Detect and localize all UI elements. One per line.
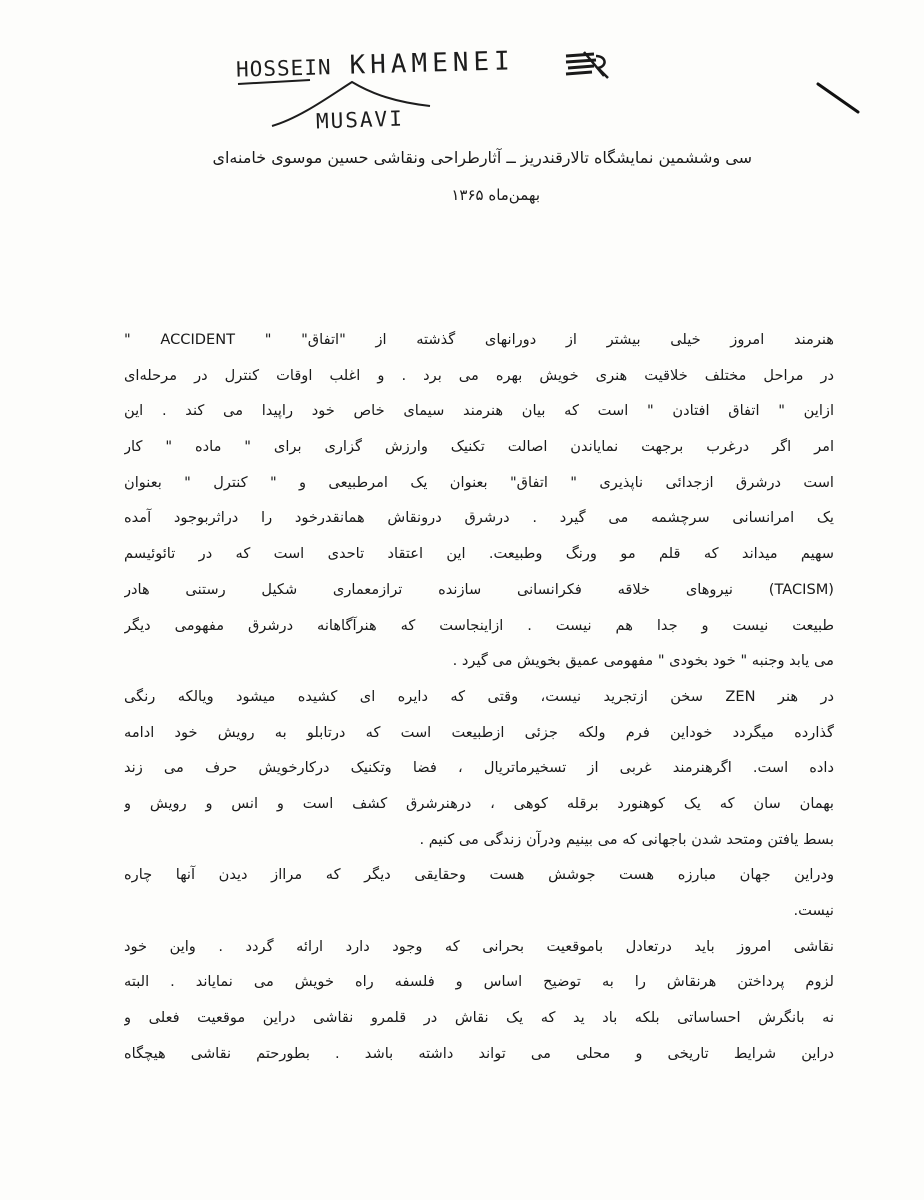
body-line: امر اگر درغرب برجهت نمایاندن اصالت تکنیک وارزش گزاری برای " ماده " کار (124, 438, 834, 456)
body-line: لزوم پرداختن هرنقاش را به توضیح اساس و فلسفه راه خویش می نمایاند . البته (124, 973, 834, 991)
handwritten-last-name: KHAMENEI (349, 46, 516, 81)
body-line: ازاین " اتفاق افتادن " است که بیان هنرمند سیمای خاص خود راپیدا می کند . این (124, 402, 834, 420)
body-line: نه بانگرش احساساتی بلکه باد ید که یک نقاش در قلمرو نقاشی دراین موقعیت فعلی و (124, 1009, 834, 1027)
stray-pen-stroke (818, 84, 858, 112)
body-line: طبیعت نیست و جدا هم نیست . ازاینجاست که هنرآگاهانه درشرق مفهومی دیگر (124, 616, 834, 634)
handwritten-first-name: HOSSEIN (235, 55, 332, 82)
body-line: (TACISM) نیروهای خلاقه فکرانسانی سازنده ترازمعماری شکیل رستنی هادر (124, 580, 834, 598)
exhibition-date: بهمن‌ماه ۱۳۶۵ (451, 186, 540, 204)
exhibition-title: سی وششمین نمایشگاه تالارقندریز ــ آثارطراحی ونقاشی حسین موسوی خامنه‌ای (212, 148, 752, 167)
statement-body (124, 322, 834, 1071)
body-line: نیست. (793, 902, 834, 919)
handwritten-name (236, 46, 515, 83)
body-line: در مراحل مختلف خلاقیت هنری خویش بهره می برد . و اغلب اوقات کنترل در مرحله‌ای (124, 366, 834, 384)
body-line: ودراین جهان مبارزه هست جوشش هست وحقایقی دیگر که مرااز دیدن آنها چاره (124, 866, 834, 884)
body-line: می یابد وجنبه " خود بخودی " مفهومی عمیق بخویش می گیرد . (452, 652, 834, 670)
body-line: دراین شرایط تاریخی و محلی می تواند داشته باشد . بطورحتم نقاشی هیچگاه (124, 1044, 834, 1062)
crossed-out-text (566, 52, 608, 78)
body-line: بسط یافتن ومتحد شدن باجهانی که می بینیم ودرآن زندگی می کنیم . (419, 830, 834, 848)
body-line: نقاشی امروز باید درتعادل باموقعیت بحرانی که وجود دارد ارائه گردد . واین خود (124, 937, 834, 955)
body-line: بهمان سان که یک کوهنورد برقله کوهی ، درهنرشرق کشف است و انس و رویش و (124, 794, 834, 812)
body-line: هنرمند امروز خیلی بیشتر از دورانهای گذشته از "اتفاق" " ACCIDENT " (124, 331, 834, 348)
body-line: گذارده میگردد خوداین فرم ولکه جزئی ازطبیعت است که درتابلو به رویش خود ادامه (124, 723, 834, 741)
body-line: یک امرانسانی سرچشمه می گیرد . درشرق درونقاش همانقدرخود را دراثربوجود آمده (124, 509, 834, 527)
body-line: سهیم میداند که قلم مو ورنگ وطبیعت. این اعتقاد تاحدی است که در تائوئیسم (124, 545, 834, 563)
body-line: در هنر ZEN سخن ازتجرید نیست، وقتی که دایره ای کشیده میشود ویالکه رنگی (124, 687, 834, 705)
body-line: است درشرق ازجدائی ناپذیری " اتفاق" بعنوان یک امرطبیعی و " کنترل " بعنوان (124, 473, 834, 491)
body-line: داده است. اگرهنرمند غربی از تسخیرماتریال ، فضا وتکنیک درکارخویش حرف می زند (124, 759, 834, 777)
handwritten-second-name: MUSAVI (315, 106, 405, 134)
